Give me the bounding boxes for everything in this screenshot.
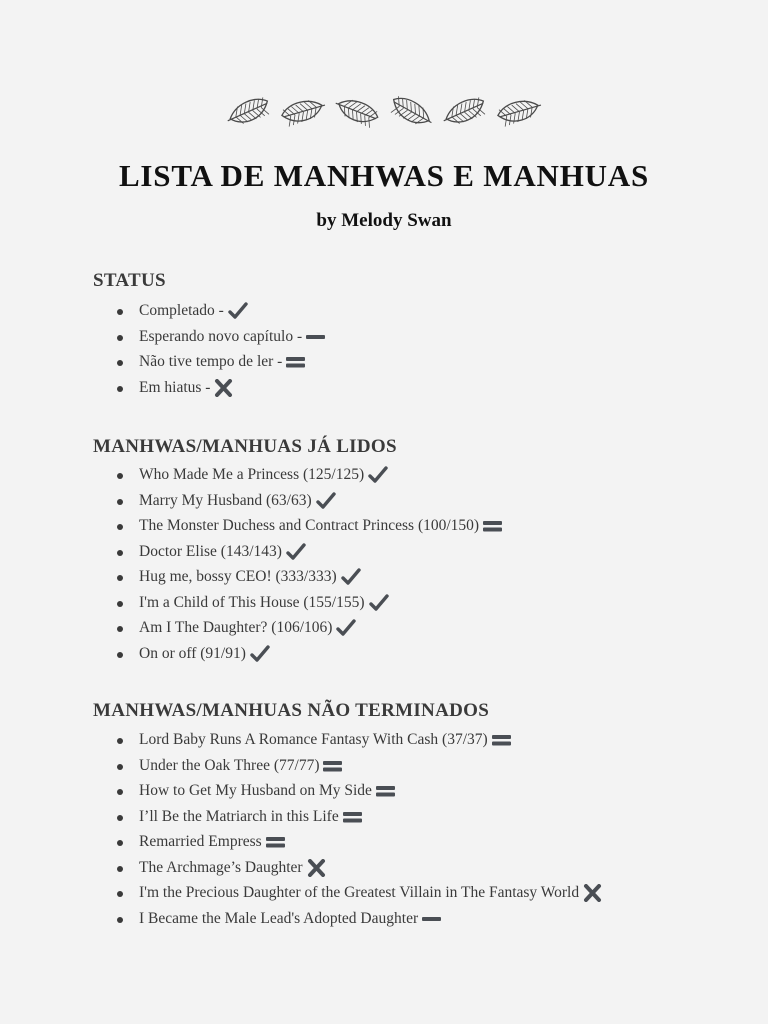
- list-item-text: Completado -: [139, 302, 224, 319]
- list-item-text: Doctor Elise (143/143): [139, 542, 282, 560]
- list-item: [93, 590, 733, 616]
- feather-icon: [387, 90, 435, 134]
- author-byline: by Melody Swan: [316, 210, 452, 231]
- list-item: [93, 298, 733, 324]
- feather-icon: [441, 90, 489, 134]
- check-icon: [336, 619, 356, 637]
- feather-icon: [333, 90, 381, 134]
- list-item: [93, 880, 733, 906]
- list-item-text: Em hiatus -: [139, 378, 211, 396]
- list-item-text: Não tive tempo de ler -: [139, 353, 283, 370]
- check-icon: [250, 645, 270, 663]
- read-titles-list: [93, 462, 733, 666]
- list-item: [93, 778, 733, 804]
- list-item-text: The Monster Duchess and Contract Princess (100/150): [139, 517, 480, 534]
- list-item-text: On or off (91/91): [139, 644, 246, 662]
- list-item-text: Am I The Daughter? (106/106): [139, 619, 333, 636]
- section-heading: STATUS: [93, 270, 166, 291]
- list-item-text: Under the Oak Three (77/77): [139, 756, 320, 774]
- list-item: [93, 829, 733, 855]
- cross-icon: [583, 884, 602, 902]
- check-icon: [316, 492, 336, 510]
- list-item: [93, 349, 733, 375]
- list-item-text: Remarried Empress: [139, 833, 262, 850]
- unfinished-titles-section: [93, 698, 733, 931]
- list-item: [93, 324, 733, 350]
- equals-icon: [343, 810, 362, 824]
- list-item: [93, 906, 733, 932]
- list-item-text: I'm a Child of This House (155/155): [139, 593, 365, 611]
- read-titles-section: [93, 434, 733, 666]
- feather-icon: [495, 90, 543, 134]
- check-icon: [341, 568, 361, 586]
- equals-icon: [376, 784, 395, 798]
- equals-icon: [286, 355, 305, 369]
- status-legend-section: [93, 268, 733, 400]
- minus-icon: [306, 330, 325, 344]
- list-item-text: I Became the Male Lead's Adopted Daughter: [139, 909, 419, 927]
- feather-icon: [279, 90, 327, 134]
- check-icon: [228, 302, 248, 320]
- list-item-text: Esperando novo capítulo -: [139, 327, 303, 345]
- list-item-text: I’ll Be the Matriarch in this Life: [139, 807, 339, 825]
- list-item: [93, 615, 733, 641]
- list-item-text: Marry My Husband (63/63): [139, 491, 312, 509]
- list-item: [93, 727, 733, 753]
- list-item: [93, 855, 733, 881]
- list-item: [93, 539, 733, 565]
- list-item: [93, 804, 733, 830]
- list-item-text: I'm the Precious Daughter of the Greatest Villain in The Fantasy World: [139, 884, 580, 901]
- list-item-text: Hug me, bossy CEO! (333/333): [139, 568, 337, 585]
- list-item: [93, 513, 733, 539]
- list-item: [93, 462, 733, 488]
- check-icon: [286, 543, 306, 561]
- equals-icon: [483, 519, 502, 533]
- equals-icon: [323, 759, 342, 773]
- list-item: [93, 375, 733, 401]
- list-item-text: Lord Baby Runs A Romance Fantasy With Cash (37/37): [139, 731, 488, 748]
- feather-icon: [225, 90, 273, 134]
- list-item: [93, 753, 733, 779]
- cross-icon: [214, 379, 233, 397]
- page-title: LISTA DE MANHWAS E MANHUAS: [118, 158, 650, 193]
- status-list: [93, 298, 733, 400]
- list-item: [93, 488, 733, 514]
- minus-icon: [422, 912, 441, 926]
- list-item: [93, 564, 733, 590]
- section-heading: MANHWAS/MANHUAS JÁ LIDOS: [93, 436, 397, 457]
- list-item: [93, 641, 733, 667]
- equals-icon: [492, 733, 511, 747]
- feather-ornament: [0, 90, 768, 134]
- unfinished-titles-list: [93, 727, 733, 931]
- check-icon: [369, 594, 389, 612]
- list-item-text: How to Get My Husband on My Side: [139, 782, 372, 799]
- list-item-text: Who Made Me a Princess (125/125): [139, 466, 365, 483]
- check-icon: [368, 466, 388, 484]
- list-item-text: The Archmage’s Daughter: [139, 858, 303, 876]
- cross-icon: [307, 859, 326, 877]
- equals-icon: [266, 835, 285, 849]
- section-heading: MANHWAS/MANHUAS NÃO TERMINADOS: [93, 700, 490, 721]
